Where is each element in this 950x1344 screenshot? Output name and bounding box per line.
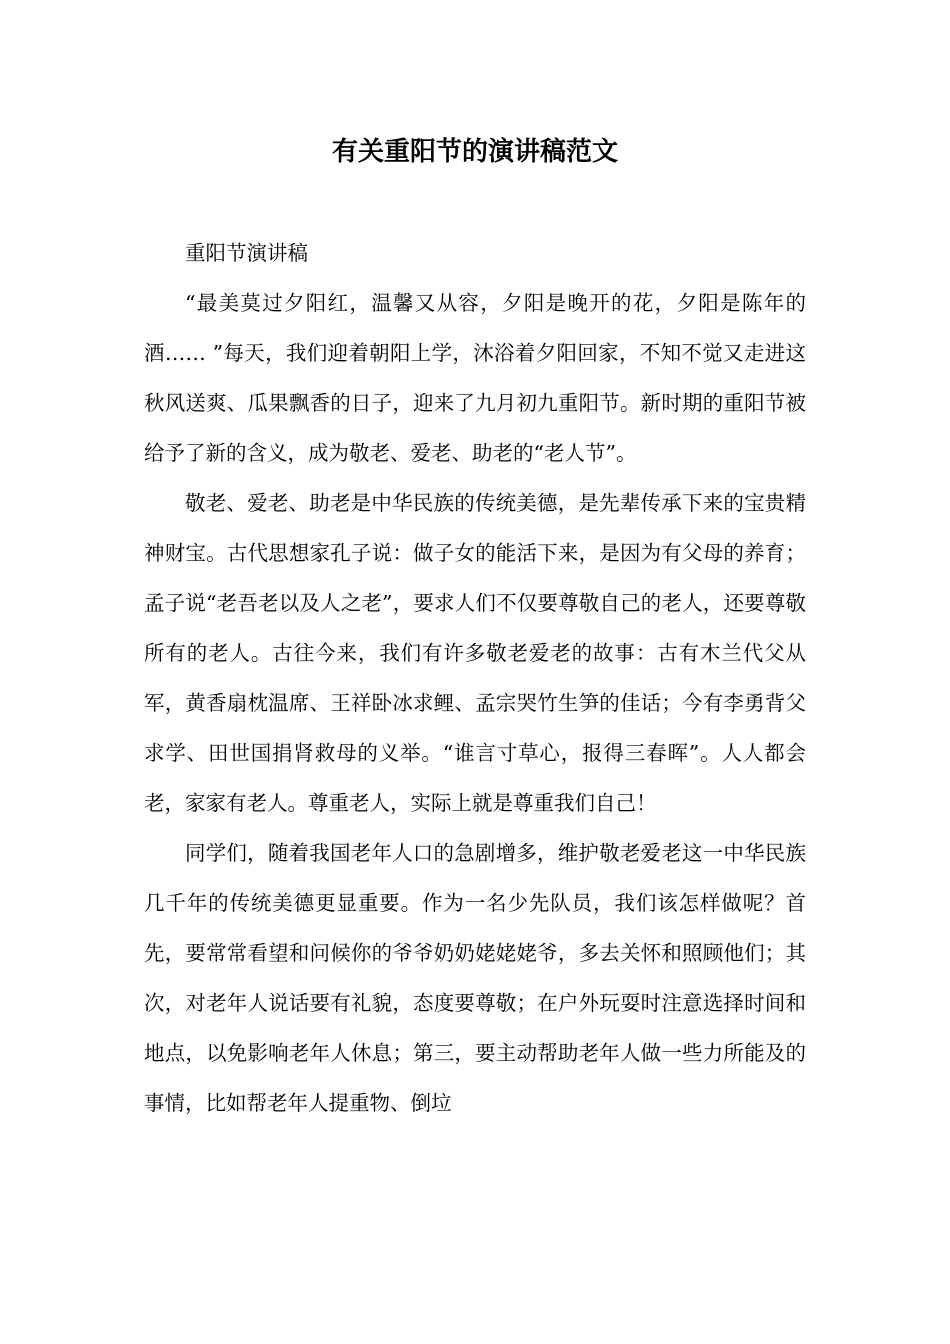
document-body [144, 228, 806, 1128]
paragraph: “最美莫过夕阳红，温馨又从容，夕阳是晚开的花，夕阳是陈年的酒…… ”每天，我们迎着朝阳上学，沐浴着夕阳回家，不知不觉又走进这秋风送爽、瓜果飘香的日子，迎来了九月初九重阳节。新时期的重阳节被给予了新的含义，成为敬老、爱老、助老的“老人节”。 [144, 291, 806, 465]
document-title: 有关重阳节的演讲稿范文 [331, 137, 618, 167]
paragraph: 同学们，随着我国老年人口的急剧增多，维护敬老爱老这一中华民族几千年的传统美德更显重要。作为一名少先队员，我们该怎样做呢？首先，要常常看望和问候你的爷爷奶奶姥姥姥爷，多去关怀和照顾他们；其次，对老年人说话要有礼貌，态度要尊敬；在户外玩耍时注意选择时间和地点，以免影响老年人休息；第三，要主动帮助老年人做一些力所能及的事情，比如帮老年人提重物、倒垃 [144, 841, 806, 1115]
paragraph-heading: 重阳节演讲稿 [185, 241, 308, 265]
paragraph: 敬老、爱老、助老是中华民族的传统美德，是先辈传承下来的宝贵精神财宝。古代思想家孔子说：做子女的能活下来，是因为有父母的养育；孟子说“老吾老以及人之老”，要求人们不仅要尊敬自己的老人，还要尊敬所有的老人。古往今来，我们有许多敬老爱老的故事：古有木兰代父从军，黄香扇枕温席、王祥卧冰求鲤、孟宗哭竹生笋的佳话；今有李勇背父求学、田世国捐肾救母的义举。“谁言寸草心，报得三春晖”。人人都会老，家家有老人。尊重老人，实际上就是尊重我们自己！ [144, 491, 806, 815]
